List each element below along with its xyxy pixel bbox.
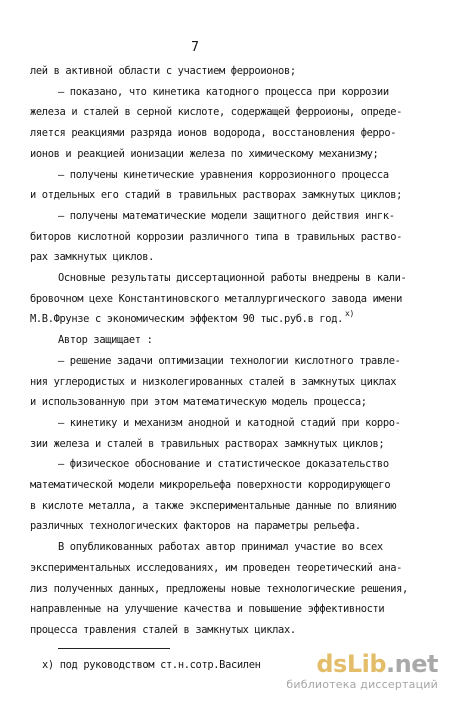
text-line: процесса травления сталей в замкнутых циклах. <box>30 624 296 636</box>
text-line: – физическое обоснование и статистическое доказательство <box>58 458 389 470</box>
text-line: различных технологических факторов на параметры рельефа. <box>30 520 361 532</box>
text-line: – показано, что кинетика катодного процесса при коррозии <box>58 86 389 98</box>
watermark-subtitle: библиотека диссертаций <box>286 678 438 691</box>
text-line: зии железа и сталей в травильных растворах замкнутых циклов; <box>30 438 385 450</box>
text-line-content: М.В.Фрунзе с экономическим эффектом 90 тыс.руб.в год. <box>30 313 344 325</box>
watermark-logo: dsLib.net <box>316 650 438 678</box>
text-line: ляется реакциями разряда ионов водорода, восстановления ферро- <box>30 127 397 139</box>
text-line: железа и сталей в серной кислоте, содержащей ферроионы, опреде- <box>30 106 403 118</box>
text-line: рах замкнутых циклов. <box>30 251 155 263</box>
footnote-marker: х) <box>345 309 354 318</box>
text-line: биторов кислотной коррозии различного типа в травильных раство- <box>30 231 403 243</box>
text-line: бровочном цехе Константиновского металлургического завода имени <box>30 293 403 305</box>
footnote-rule <box>58 648 170 649</box>
text-line: – получены кинетические уравнения коррозионного процесса <box>58 169 389 181</box>
text-line: экспериментальных исследованиях, им проведен теоретический ана- <box>30 562 403 574</box>
text-line: и отдельных его стадий в травильных растворах замкнутых циклов; <box>30 189 403 201</box>
text-line: и использованную при этом математическую модель процесса; <box>30 396 367 408</box>
text-line: лей в активной области с участием ферроионов; <box>30 65 296 77</box>
text-line: в кислоте металла, а также экспериментальные данные по влиянию <box>30 500 397 512</box>
text-line: Основные результаты диссертационной работы внедрены в кали- <box>58 272 407 284</box>
text-line: – получены математические модели защитного действия ингк- <box>58 210 395 222</box>
text-line: математической модели микрорельефа поверхности корродирующего <box>30 479 391 491</box>
text-line: направленные на улучшение качества и повышение эффективности <box>30 603 385 615</box>
watermark <box>286 652 438 691</box>
text-line: В опубликованных работах автор принимал участие во всех <box>58 541 383 553</box>
text-line: – решение задачи оптимизации технологии кислотного травле- <box>58 355 401 367</box>
footnote: х) под руководством ст.н.сотр.Василен <box>42 659 261 671</box>
text-line <box>30 309 354 325</box>
text-line: ния углеродистых и низколегированных сталей в замкнутых циклах <box>30 376 397 388</box>
text-line: – кинетику и механизм анодной и катодной стадий при корро- <box>58 417 401 429</box>
text-line: ионов и реакцией ионизации железа по химическому механизму; <box>30 148 379 160</box>
page-number: 7 <box>191 40 199 55</box>
text-line: Автор защищает : <box>58 334 153 346</box>
text-line: лиз полученных данных, предложены новые технологические решения, <box>30 583 408 595</box>
